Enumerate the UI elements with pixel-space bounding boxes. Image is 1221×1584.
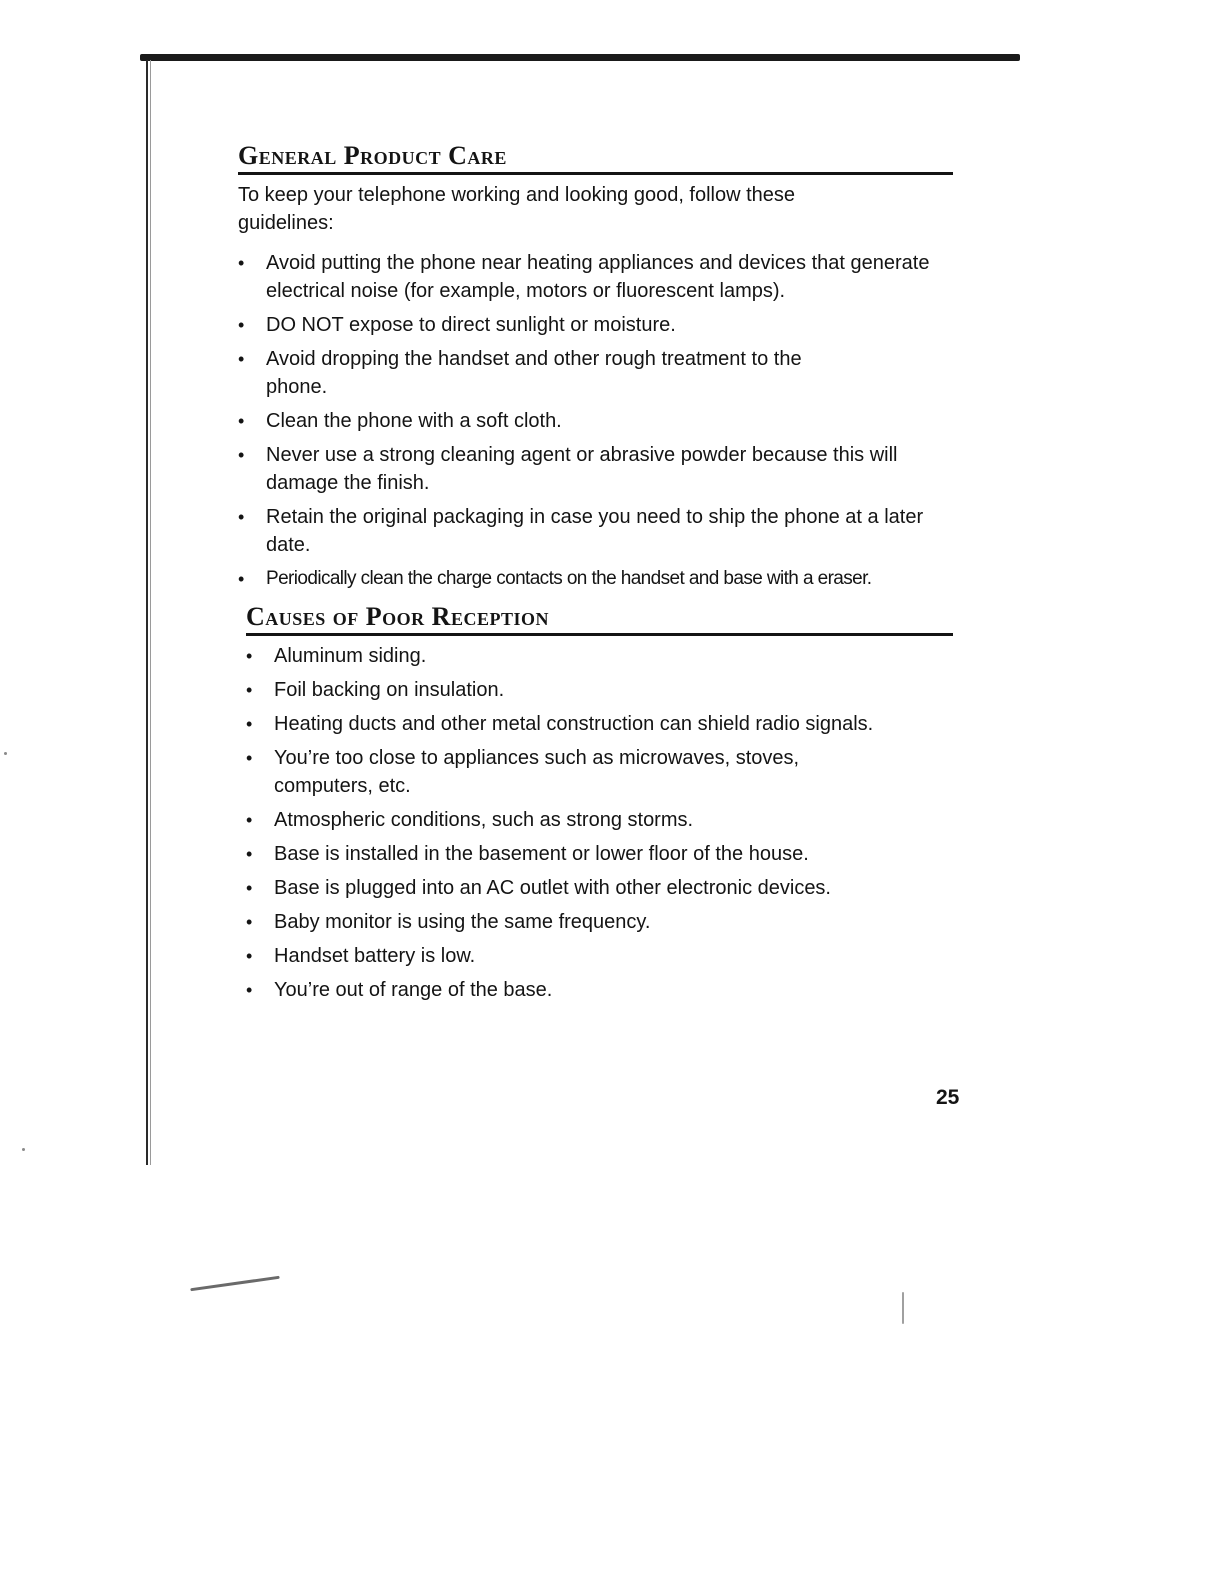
list-item — [246, 874, 953, 902]
bullet-icon: • — [238, 349, 245, 369]
bullet-icon: • — [246, 680, 253, 700]
left-margin-line-faint — [150, 60, 151, 1165]
bullet-icon: • — [238, 253, 245, 273]
list-item — [238, 249, 953, 305]
bullet-icon: • — [246, 912, 253, 932]
list-item — [246, 806, 953, 834]
scan-smudge — [902, 1292, 904, 1324]
left-margin-line — [146, 60, 148, 1165]
bullet-icon: • — [238, 411, 245, 431]
list-item-text: Avoid putting the phone near heating appliances and devices that generate electrical noise (for example, motors or fluorescent lamps). — [266, 252, 930, 302]
section-causes-of-poor-reception — [238, 603, 953, 1004]
list-item-text: Periodically clean the charge contacts on the handset and base with a eraser. — [266, 568, 872, 589]
list-item — [238, 441, 953, 497]
list-item-text: Heating ducts and other metal construction can shield radio signals. — [274, 713, 874, 735]
list-item — [246, 976, 953, 1004]
list-item-text: DO NOT expose to direct sunlight or moisture. — [266, 314, 676, 336]
list-item — [246, 676, 953, 704]
list-item-text: Base is installed in the basement or lower floor of the house. — [274, 843, 809, 865]
list-item-text: Avoid dropping the handset and other rough treatment to the phone. — [266, 348, 802, 398]
scan-smudge — [22, 1148, 25, 1151]
bullet-icon: • — [246, 646, 253, 666]
list-item — [246, 744, 874, 800]
bullet-icon: • — [246, 878, 253, 898]
bullet-icon: • — [246, 748, 253, 768]
list-item — [238, 565, 953, 593]
section-intro: To keep your telephone working and looking good, follow these guidelines: — [238, 184, 796, 234]
bullet-icon: • — [238, 569, 244, 589]
scan-smudge — [190, 1276, 280, 1291]
list-item-text: Never use a strong cleaning agent or abrasive powder because this will damage the finish. — [266, 444, 898, 494]
list-item — [238, 311, 953, 339]
list-item — [238, 345, 826, 401]
section-general-product-care — [238, 142, 953, 593]
list-item-text: Retain the original packaging in case you need to ship the phone at a later date. — [266, 506, 924, 556]
list-item-text: You’re too close to appliances such as microwaves, stoves, computers, etc. — [274, 747, 800, 797]
list-item-text: You’re out of range of the base. — [274, 979, 553, 1001]
list-item-text: Handset battery is low. — [274, 945, 476, 967]
scan-smudge — [4, 752, 7, 755]
list-item-text: Baby monitor is using the same frequency. — [274, 911, 651, 933]
page-content — [238, 142, 953, 1010]
list-item-text: Atmospheric conditions, such as strong storms. — [274, 809, 694, 831]
bullet-icon: • — [238, 445, 245, 465]
bullet-icon: • — [246, 810, 253, 830]
list-item — [246, 642, 953, 670]
list-item — [238, 503, 953, 559]
bullet-icon: • — [238, 315, 245, 335]
top-rule — [140, 54, 1020, 61]
bullet-icon: • — [238, 507, 245, 527]
list-item — [238, 407, 953, 435]
list-item-text: Aluminum siding. — [274, 645, 427, 667]
section-heading: Causes of Poor Reception — [246, 603, 953, 636]
bullet-icon: • — [246, 980, 253, 1000]
page-number: 25 — [936, 1086, 960, 1109]
bullet-icon: • — [246, 946, 253, 966]
bullet-icon: • — [246, 844, 253, 864]
list-item — [246, 840, 953, 868]
list-item-text: Base is plugged into an AC outlet with other electronic devices. — [274, 877, 831, 899]
reception-causes-list — [246, 642, 953, 1004]
list-item — [246, 908, 953, 936]
list-item-text: Foil backing on insulation. — [274, 679, 505, 701]
section-heading: General Product Care — [238, 142, 953, 175]
list-item-text: Clean the phone with a soft cloth. — [266, 410, 562, 432]
list-item — [246, 942, 953, 970]
care-guidelines-list — [238, 249, 953, 593]
bullet-icon: • — [246, 714, 253, 734]
list-item — [246, 710, 953, 738]
